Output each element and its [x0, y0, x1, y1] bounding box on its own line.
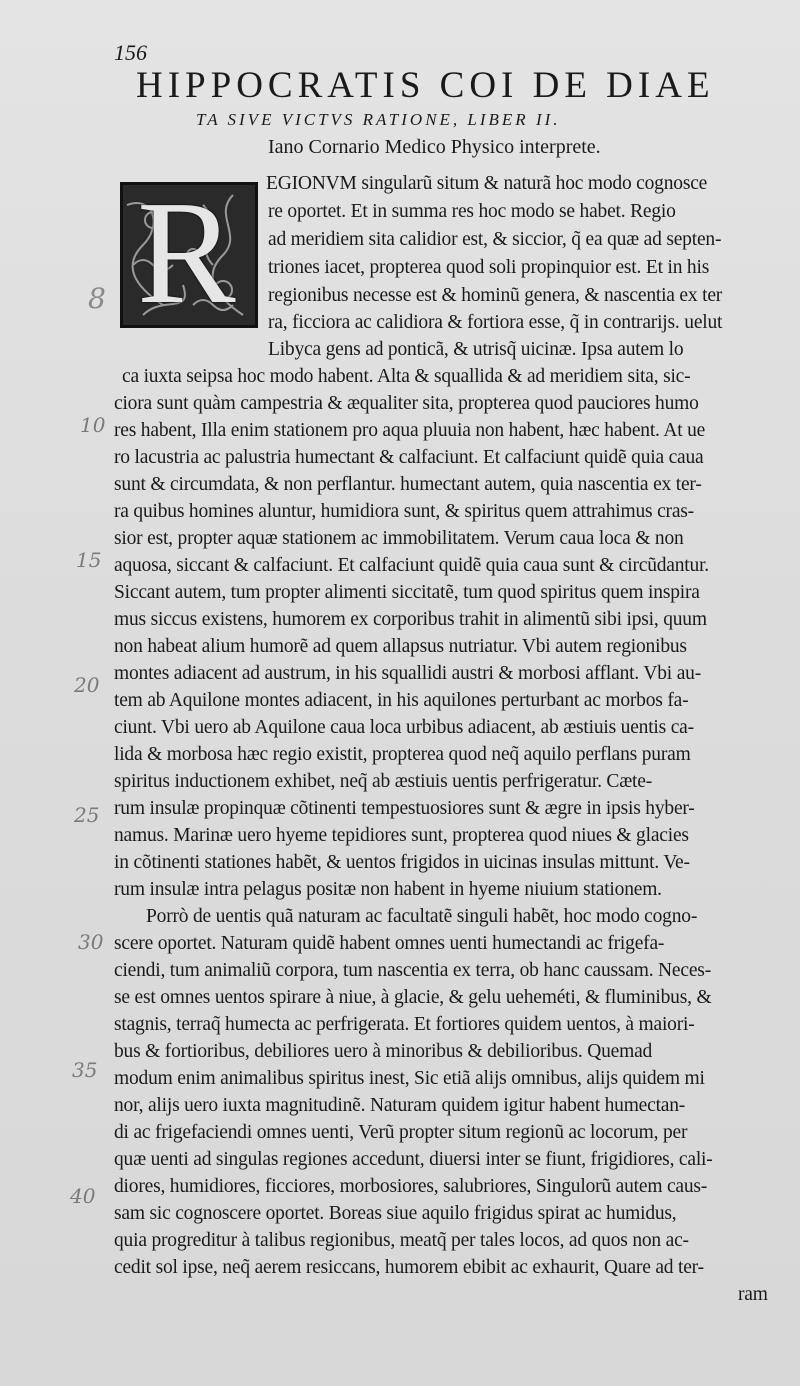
- text-line: di ac frigefaciendi omnes uenti, Verũ propter situm regionũ ac locorum, per: [114, 1122, 688, 1143]
- initial-letter: R: [137, 182, 236, 328]
- text-line: rum insulæ intra pelagus positæ non habent in hyeme niuium stationem.: [114, 879, 662, 900]
- text-line: montes adiacent ad austrum, in his squallidi austri & morbosi afflant. Vbi au-: [114, 663, 701, 684]
- text-line: ciora sunt quàm campestria & æqualiter sita, propterea quod pauciores humo: [114, 393, 699, 414]
- text-line: Siccant autem, tum propter alimenti siccitatẽ, tum quod spiritus quem inspira: [114, 582, 700, 603]
- text-line: triones iacet, propterea quod soli propinquior est. Et in his: [268, 257, 710, 278]
- text-line: sam sic cognoscere oportet. Boreas siue aquilo frigidus spirat ac humidus,: [114, 1203, 677, 1224]
- margin-line-number: 25: [74, 803, 100, 827]
- page-subtitle: TA SIVE VICTVS RATIONE, LIBER II.: [196, 110, 561, 129]
- text-line: Libyca gens ad ponticã, & utrisq̃ uicinæ. Ipsa autem lo: [268, 339, 684, 360]
- text-line: non habeat alium humorẽ ad quem allapsus nutriatur. Vbi autem regionibus: [114, 636, 687, 657]
- text-line: ra, ficciora ac calidiora & fortiora esse, q̃ in contrarijs. uelut: [268, 312, 723, 333]
- text-line: ca iuxta seipsa hoc modo habent. Alta & squallida & ad meridiem sita, sic-: [122, 366, 691, 387]
- text-line: cedit sol ipse, neq̃ aerem resiccans, humorem ebibit ac exhaurit, Quare ad ter-: [114, 1257, 704, 1278]
- text-line: nor, alijs uero iuxta magnitudinẽ. Naturam quidem igitur habent humectan-: [114, 1095, 686, 1116]
- text-line: diores, humidiores, ficciores, morbosiores, salubriores, Singulorũ autem caus-: [114, 1176, 708, 1197]
- text-line: rum insulæ propinquæ cõtinenti tempestuosiores sunt & ægre in ipsis hyber-: [114, 798, 695, 819]
- margin-line-number: 40: [70, 1184, 96, 1208]
- text-line: re oportet. Et in summa res hoc modo se habet. Regio: [268, 201, 676, 222]
- margin-line-number: 35: [72, 1058, 98, 1082]
- text-line: quæ uenti ad singulas regiones accedunt, diuersi inter se fiunt, frigidiores, cali-: [114, 1149, 713, 1170]
- text-line: aquosa, siccant & calfaciunt. Et calfaciunt quidẽ quia caua sunt & circũdantur.: [114, 555, 709, 576]
- text-line: spiritus inductionem exhibet, neq̃ ab æstiuis uentis perfrigeratur. Cæte-: [114, 771, 652, 792]
- text-line: ra quibus homines aluntur, humidiora sunt, & spiritus quem attrahimus cras-: [114, 501, 694, 522]
- text-line: ro lacustria ac palustria humectant & calfaciunt. Et calfaciunt quidẽ quia caua: [114, 447, 704, 468]
- text-line: lida & morbosa hæc regio existit, propterea quod neq̃ aquilo perflans puram: [114, 744, 691, 765]
- page-number: 156: [114, 40, 147, 65]
- text-line: namus. Marinæ uero hyeme tepidiores sunt, propterea quod niues & glacies: [114, 825, 689, 846]
- margin-line-number: 20: [74, 673, 100, 697]
- text-line: regionibus necesse est & hominũ genera, & nascentia ex ter: [268, 285, 723, 306]
- text-line: bus & fortioribus, debiliores uero à minoribus & debilioribus. Quemad: [114, 1041, 653, 1062]
- text-line: Porrò de uentis quã naturam ac facultatẽ singuli habẽt, hoc modo cogno-: [146, 906, 698, 927]
- text-line: in cõtinenti stationes habẽt, & uentos frigidos in uicinas insulas mittunt. Ve-: [114, 852, 690, 873]
- margin-line-number: 10: [80, 413, 106, 437]
- translator-line: Iano Cornario Medico Physico interprete.: [268, 136, 601, 158]
- text-line: ciunt. Vbi uero ab Aquilone caua loca urbibus adiacent, ab æstiuis uentis ca-: [114, 717, 694, 738]
- pencil-mark: 8: [88, 282, 106, 315]
- text-line: stagnis, terraq̃ humecta ac perfrigerata. Et fortiores quidem uentos, à maiori-: [114, 1014, 695, 1035]
- text-line: res habent, Illa enim stationem pro aqua pluuia non habent, hæc habent. At ue: [114, 420, 706, 441]
- text-line: EGIONVM singularũ situm & naturã hoc modo cognosce: [266, 173, 708, 194]
- text-line: se est omnes uentos spirare à niue, à glacie, & gelu ueheméti, & fluminibus, &: [114, 987, 712, 1008]
- text-line: quia progreditur à talibus regionibus, meatq̃ per tales locos, ad quos non ac-: [114, 1230, 689, 1251]
- text-line: ad meridiem sita calidior est, & siccior, q̃ ea quæ ad septen-: [268, 229, 722, 250]
- text-line: tem ab Aquilone montes adiacent, in his aquilones perturbant ac morbos fa-: [114, 690, 689, 711]
- text-line: ciendi, tum animaliũ corpora, tum nascentia ex terra, ob hanc caussam. Neces-: [114, 960, 711, 981]
- text-line: sunt & circumdata, & non perflantur. humectant autem, quia nascentia ex ter-: [114, 474, 702, 495]
- margin-line-number: 15: [76, 548, 102, 572]
- text-line: mus siccus existens, humorem ex corporibus trahit in alimentũ sibi ipsi, quum: [114, 609, 707, 630]
- page-title: HIPPOCRATIS COI DE DIAE: [136, 65, 715, 106]
- text-line: modum enim animalibus spiritus inest, Sic etiã alijs omnibus, alijs quidem mi: [114, 1068, 705, 1089]
- catchword: ram: [738, 1284, 768, 1305]
- text-line: sior est, propter aquæ stationem ac immobilitatem. Verum caua loca & non: [114, 528, 684, 549]
- text-line: scere oportet. Naturam quidẽ habent omnes uenti humectandi ac frigefa-: [114, 933, 665, 954]
- margin-line-number: 30: [78, 930, 104, 954]
